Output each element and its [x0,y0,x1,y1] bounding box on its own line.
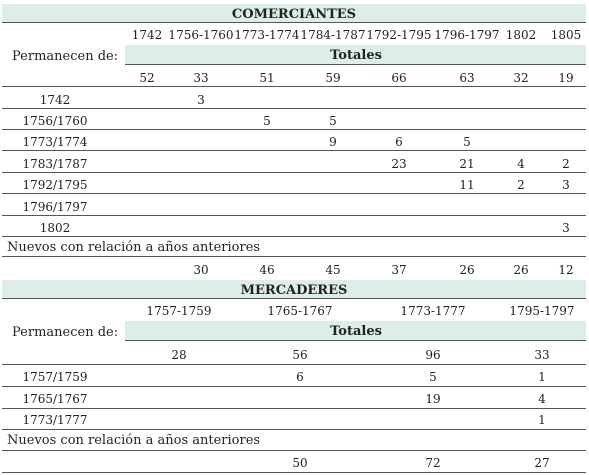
permanecen-label: Permanecen de: [12,325,119,340]
section-title: MERCADERES [240,283,348,298]
table-cell: 19 [425,392,441,406]
column-header-year: 1805 [550,28,582,42]
rule [125,340,586,341]
table-cell: 5 [463,135,471,149]
row-label: 1773/1774 [22,135,88,149]
table-cell: 2 [517,178,525,192]
nuevos-value: 37 [391,263,407,277]
nuevos-value: 50 [292,456,308,470]
column-header-year: 1795-1797 [509,304,575,318]
total-value: 51 [259,71,275,85]
column-header-year: 1784-1787 [300,28,366,42]
total-value: 52 [139,71,155,85]
table-cell: 3 [562,178,570,192]
totales-label: Totales [330,324,382,339]
total-value: 33 [534,348,550,362]
rule [2,450,586,451]
column-header-year: 1802 [505,28,537,42]
rule [2,408,586,409]
table-cell: 1 [538,370,546,384]
table-cell: 1 [538,413,546,427]
table-cell: 6 [296,370,304,384]
nuevos-value: 26 [513,263,529,277]
rule [2,215,586,216]
total-value: 19 [558,71,574,85]
rule [2,172,586,173]
rule [2,236,586,237]
nuevos-value: 26 [459,263,475,277]
rule [2,472,586,473]
rule [2,298,586,299]
column-header-year: 1742 [131,28,163,42]
row-label: 1802 [39,221,71,235]
rule [2,86,586,87]
column-header-year: 1792-1795 [366,28,432,42]
rule [2,364,586,365]
total-value: 59 [325,71,341,85]
column-header-year: 1796-1797 [434,28,500,42]
section-title: COMERCIANTES [231,7,357,22]
total-value: 56 [292,348,308,362]
rule [2,129,586,130]
row-label: 1773/1777 [22,413,88,427]
total-value: 96 [425,348,441,362]
row-label: 1792/1795 [22,178,88,192]
rule [2,256,586,257]
column-header-year: 1757-1759 [146,304,212,318]
table-cell: 2 [562,157,570,171]
column-header-year: 1765-1767 [267,304,333,318]
row-label: 1742 [39,93,71,107]
nuevos-value: 45 [325,263,341,277]
row-label: 1757/1759 [22,370,88,384]
nuevos-value: 12 [558,263,574,277]
rule [2,150,586,151]
nuevos-label: Nuevos con relación a años anteriores [7,433,261,448]
table-cell: 9 [329,135,337,149]
table-cell: 4 [538,392,546,406]
rule [2,386,586,387]
rule [2,22,586,23]
totales-label: Totales [330,48,382,63]
table-cell: 5 [263,114,271,128]
table-cell: 11 [459,178,475,192]
table-cell: 3 [197,93,205,107]
nuevos-label: Nuevos con relación a años anteriores [7,240,261,255]
rule [2,193,586,194]
total-value: 33 [193,71,209,85]
total-value: 66 [391,71,407,85]
permanecen-label: Permanecen de: [12,49,119,64]
table-cell: 3 [562,221,570,235]
row-label: 1796/1797 [22,200,88,214]
nuevos-value: 30 [193,263,209,277]
nuevos-value: 27 [534,456,550,470]
table-cell: 4 [517,157,525,171]
column-header-year: 1773-1777 [400,304,466,318]
row-label: 1756/1760 [22,114,88,128]
row-label: 1783/1787 [22,157,88,171]
table-cell: 5 [329,114,337,128]
rule [125,64,586,65]
total-value: 63 [459,71,475,85]
total-value: 32 [513,71,529,85]
column-header-year: 1773-1774 [234,28,300,42]
table-cell: 23 [391,157,407,171]
rule [2,429,586,430]
row-label: 1765/1767 [22,392,88,406]
column-header-year: 1756-1760 [168,28,234,42]
nuevos-value: 46 [259,263,275,277]
nuevos-value: 72 [425,456,441,470]
table-cell: 21 [459,157,475,171]
total-value: 28 [171,348,187,362]
rule [2,108,586,109]
table-cell: 5 [429,370,437,384]
table-cell: 6 [395,135,403,149]
